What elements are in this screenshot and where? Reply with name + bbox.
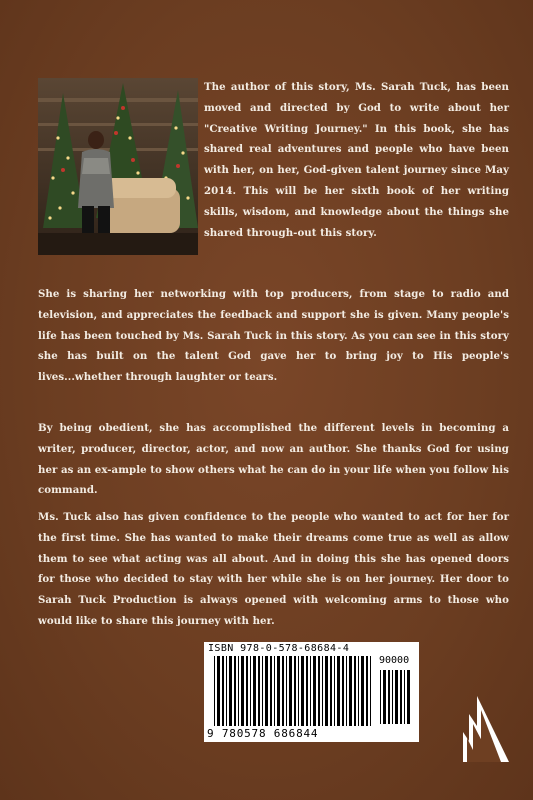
barcode-bars — [214, 656, 374, 728]
paragraph-3: By being obedient, she has accomplished the different levels in becoming a writer, producer, director, actor, and now an author. She thanks God for using her as an ex-ample to show others what he can do in your life when you follow his command. — [38, 422, 509, 497]
addon-bars — [380, 670, 414, 724]
paragraph-2: She is sharing her networking with top producers, from stage to radio and television, and appreciates the feedback and support she is given. Many people's life has been touched by Ms. Sarah Tuck in this story. As you can see in this story she has built on the talent God gave her to bring joy to His people's lives...whether through laughter or tears. — [38, 288, 509, 384]
isbn-barcode — [204, 642, 419, 742]
isbn-label: ISBN 978-0-578-68684-4 — [208, 643, 350, 654]
price-code: 90000 — [379, 655, 410, 666]
paragraph-1: The author of this story, Ms. Sarah Tuck, has been moved and directed by God to write about her "Creative Writing Journey." In this book, she has shared real adventures and people who have been with her, on her, God-given talent journey since May 2014. This will be her sixth book of her writing skills, wisdom, and knowledge about the things she shared through-out this story. — [204, 81, 509, 239]
author-photo — [38, 78, 198, 255]
publisher-logo-icon — [461, 692, 511, 764]
isbn-digits: 9 780578 686844 — [207, 727, 319, 740]
author-photo-image — [38, 78, 198, 255]
paragraph-4: Ms. Tuck also has given confidence to the people who wanted to act for her for the first time. She has wanted to make their dreams come true as well as allow them to see what acting was all about. And in doing this she has opened doors for those who decided to stay with her while she is on her journey. Her door to Sarah Tuck Production is always opened with welcoming arms to those who would like to share this journey with her. — [38, 511, 509, 627]
